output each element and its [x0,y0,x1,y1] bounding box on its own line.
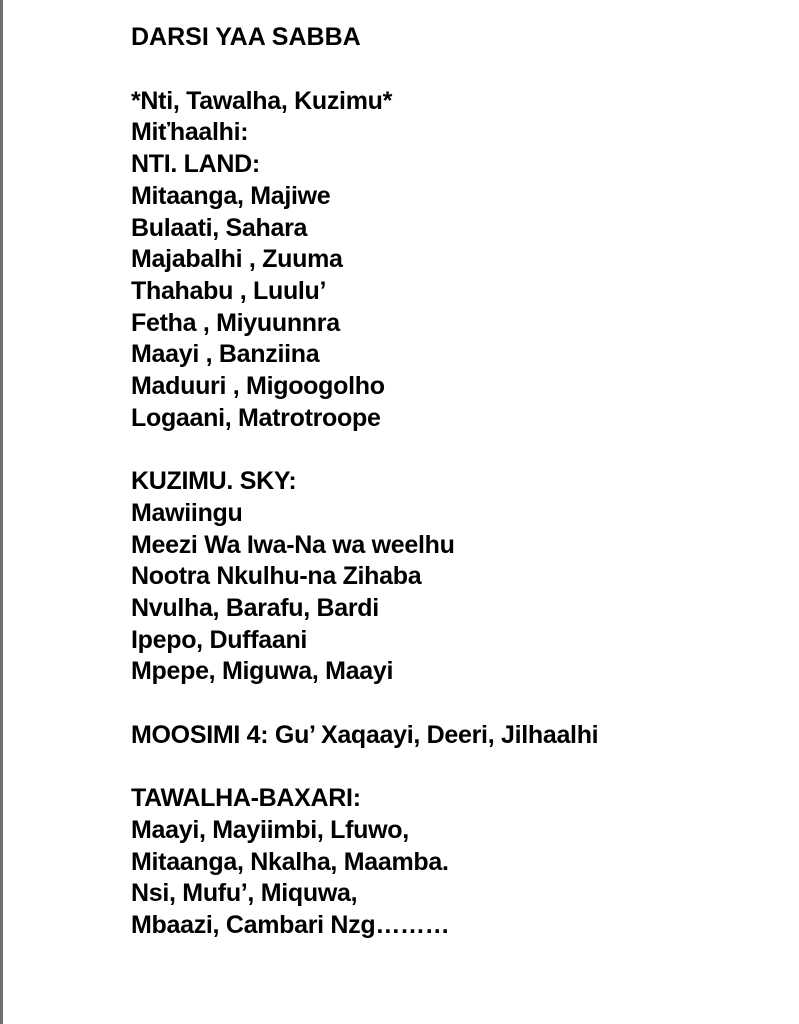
page-edge-divider [0,0,3,1024]
sea-line: Mbaazi, Cambari Nzg……… [131,910,450,939]
land-line: Mitaanga, Majiwe [131,181,331,210]
land-line: Bulaati, Sahara [131,213,308,242]
land-heading: NTI. LAND: [131,150,260,179]
sea-line: Mitaanga, Nkalha, Maamba. [131,847,449,876]
sky-line: Ipepo, Duffaani [131,625,308,654]
section-spacer [131,751,771,783]
seasons-line: MOOSIMI 4: Gu’ Xaqaayi, Deeri, Jilhaalhi [131,720,599,749]
document-page [131,22,771,942]
land-line: Fetha , Miyuunnra [131,308,340,337]
sky-heading: KUZIMU. SKY: [131,467,297,496]
intro-line: Miťhaalhi: [131,118,249,147]
sky-line: Mpepe, Miguwa, Maayi [131,657,394,686]
land-line: Thahabu , Luulu’ [131,276,327,305]
sea-line: Maayi, Mayiimbi, Lfuwo, [131,815,409,844]
intro-line: *Nti, Tawalha, Kuzimu* [131,86,393,115]
land-line: Majabalhi , Zuuma [131,245,343,274]
land-line: Logaani, Matrotroope [131,403,381,432]
page-title: DARSI YAA SABBA [131,23,361,51]
sky-line: Nootra Nkulhu-na Zihaba [131,562,422,591]
section-spacer [131,688,771,720]
sky-line: Meezi Wa Iwa-Na wa weelhu [131,530,455,559]
sky-line: Mawiingu [131,498,243,527]
land-line: Maduuri , Migoogolho [131,372,385,401]
sky-line: Nvulha, Barafu, Bardi [131,593,379,622]
land-line: Maayi , Banziina [131,340,320,369]
section-spacer [131,434,771,466]
sea-heading: TAWALHA-BAXARI: [131,784,361,813]
sea-line: Nsi, Mufu’, Miquwa, [131,879,358,908]
